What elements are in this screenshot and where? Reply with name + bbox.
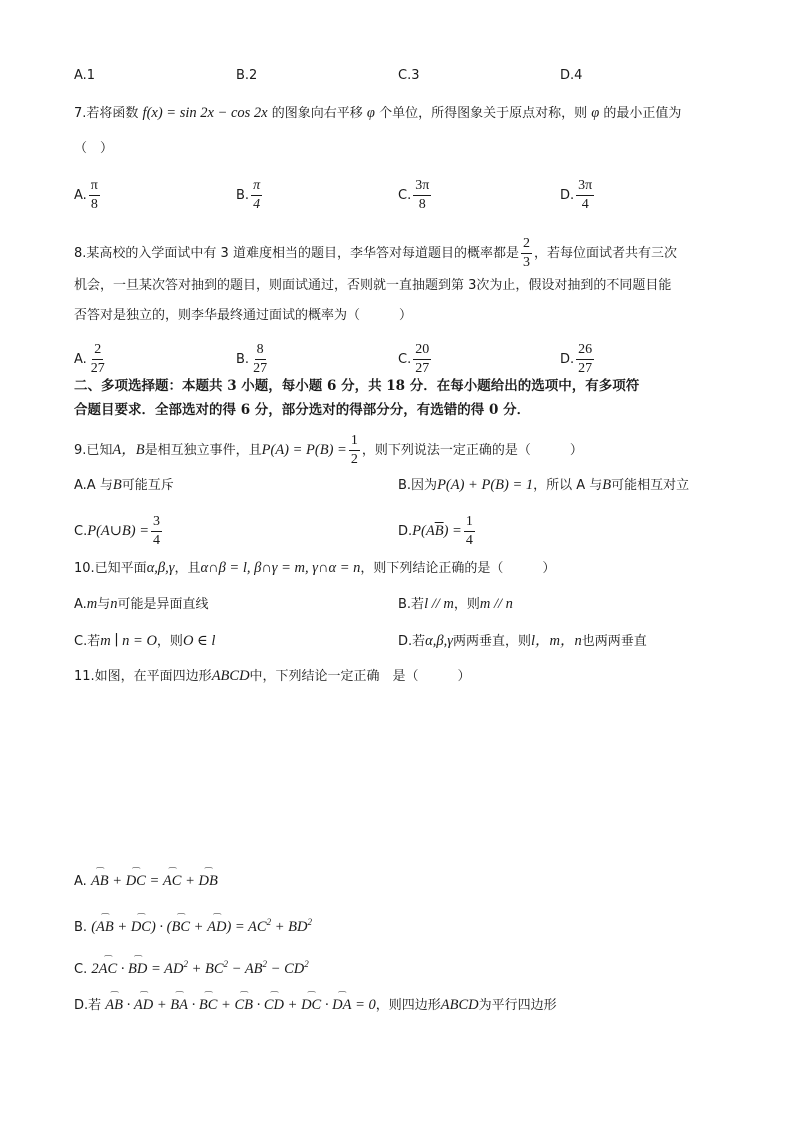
q7-option-d: D. $\frac{3\pi}{4}$ — [560, 178, 593, 212]
q8-option-a: A. $\frac{2}{27}$ — [74, 342, 105, 376]
q9-option-a: A.A 与B可能互斥 — [74, 477, 174, 493]
q8-line-1: 8.某高校的入学面试中有 3 道难度相当的题目，李华答对每道题目的概率都是 $\frac{2}{3}$ ，若每位面试者共有三次 — [74, 236, 677, 270]
q8-option-d: D. $\frac{26}{27}$ — [560, 342, 593, 376]
q7-function: f(x) = sin 2x − cos 2x — [142, 105, 268, 121]
q10-stem: 10.已知平面α,β,γ，且α∩β = l, β∩γ = m, γ∩α = n，则下列结论正确的是（ ） — [74, 560, 556, 576]
q7-option-a: A. $\frac{\pi}{8}$ — [74, 178, 98, 212]
q7-option-c: C. $\frac{3\pi}{8}$ — [398, 178, 430, 212]
q7-paren: （ ） — [74, 141, 114, 156]
q8-line-2: 机会，一旦某次答对抽到的题目，则面试通过，否则就一直抽题到第 3次为止，假设对抽到的不同题目能 — [74, 278, 672, 293]
q6-option-c: C.3 — [398, 68, 420, 83]
q11-option-b: B. (⁀ AB + ⁀ DC) · (⁀ BC + ⁀ $AD) = AC^2 + BD^2$ — [74, 912, 312, 938]
q8-line-3: 否答对是独立的，则李华最终通过面试的概率为（ ） — [74, 308, 413, 323]
q8-option-c: C. $\frac{20}{27}$ — [398, 342, 430, 376]
q7-option-b: B. $\frac{\pi}{4}$ — [236, 178, 261, 212]
q7-suffix: 个单位，所得图象关于原点对称，则 — [379, 106, 588, 121]
q7-suffix2: 的最小正值为 — [603, 106, 682, 121]
q7-middle: 的图象向右平移 — [271, 106, 363, 121]
q11-stem: 11.如图，在平面四边形ABCD中，下列结论一定正确 是（ ） — [74, 668, 471, 684]
q7-prefix: 7.若将函数 — [74, 106, 139, 121]
q7-stem — [74, 103, 681, 124]
section-2-heading-line-1: 二、多项选择题：本题共 3 小题，每小题 6 分，共 18 分．在每小题给出的选项中，有多项符 — [74, 378, 640, 394]
q10-option-b: B.若l // m，则m // n — [398, 596, 513, 612]
q10-option-c: C.若m ∣ n = O，则O ∈ l — [74, 633, 216, 649]
q6-option-b: B.2 — [236, 68, 258, 83]
q11-option-d: D.若 ⁀ AB · ⁀ AD + ⁀ BA · ⁀ BC + ⁀ CB · ⁀ CD + ⁀ DC · ⁀ DA = 0，则四边形ABCD为平行四边形 — [74, 995, 557, 1016]
q9-option-b: B.因为P(A) + P(B) = 1，所以 A 与B可能相互对立 — [398, 477, 690, 493]
q10-option-a: A.m与n可能是异面直线 — [74, 596, 209, 612]
q9-option-c: C.P(A∪B) = $\frac{3}{4}$ — [74, 514, 161, 548]
q10-option-d: D.若α,β,γ两两垂直，则l，m，n也两两垂直 — [398, 633, 647, 649]
q11-option-c: C. 2⁀ AC · ⁀ BD = $AD^2 + BC^2 - AB^2 - CD^2$ — [74, 954, 309, 980]
q7-phi: φ — [366, 105, 375, 121]
q9-option-d: $D.P(A\overline{B})$ = $\frac{1}{4}$ — [398, 514, 473, 548]
q7-phi-2: φ — [591, 105, 600, 121]
q6-option-a: A.1 — [74, 68, 96, 83]
q6-option-d: D.4 — [560, 68, 583, 83]
q11-option-a: A. ⁀ AB + ⁀ DC = ⁀ AC + ⁀ DB — [74, 871, 218, 892]
section-2-heading-line-2: 合题目要求．全部选对的得 6 分，部分选对的得部分分，有选错的得 0 分． — [74, 402, 531, 418]
q8-option-b: B. $\frac{8}{27}$ — [236, 342, 268, 376]
q9-stem: 9.已知A，B是相互独立事件，且P(A) = P(B) = $\frac{1}{2}$ ，则下列说法一定正确的是（ ） — [74, 433, 583, 467]
